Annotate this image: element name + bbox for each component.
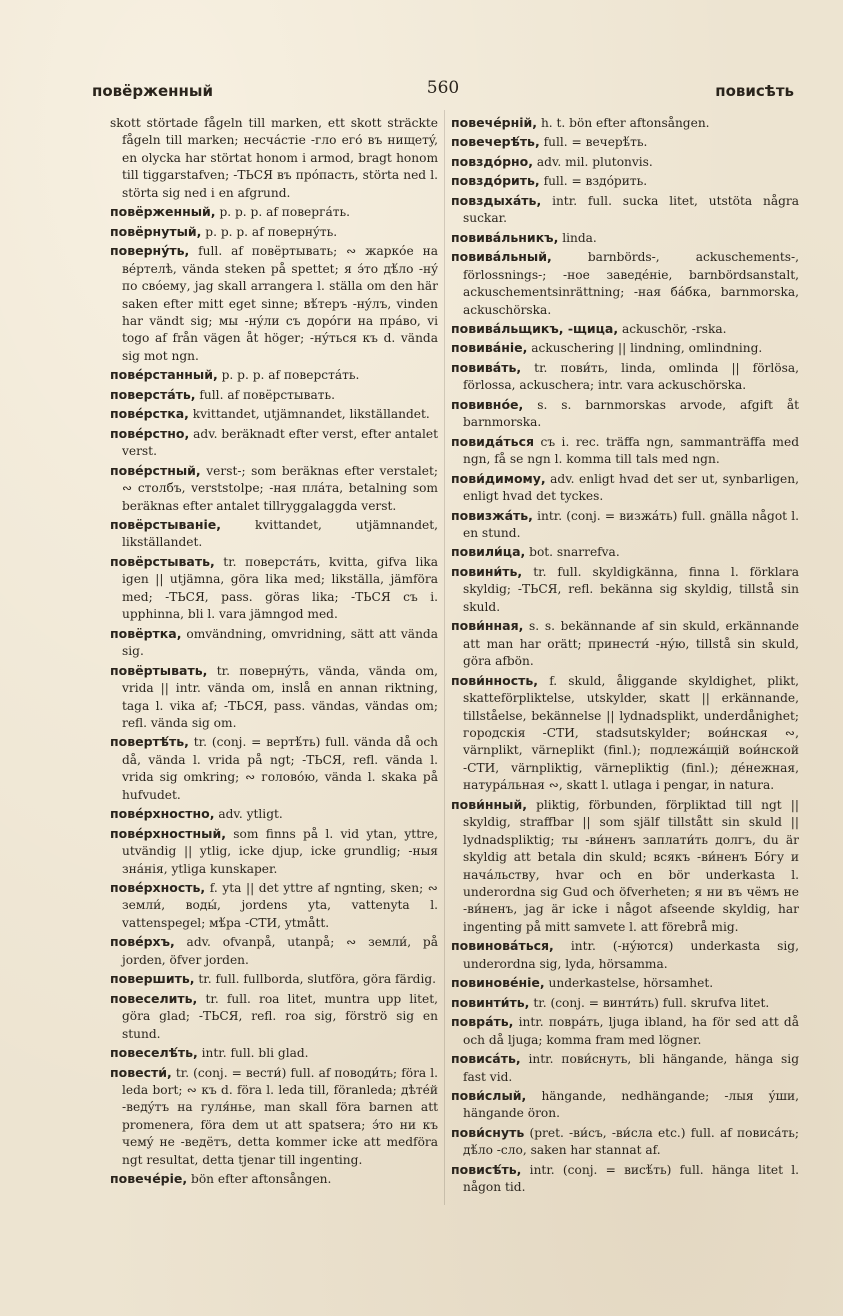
entry-definition: h. t. bön efter aftonsången. [540,116,710,130]
dictionary-entry [110,114,438,202]
dictionary-entry [110,1064,438,1170]
dictionary-entry [110,1044,438,1062]
entry-definition: tr. full. roa litet, muntra upp litet, göra glad; -ТЬСЯ, refl. roa sig, förströ sig en stund. [122,991,439,1041]
entry-headword: повéрхностный, [110,825,226,841]
dictionary-entry [451,320,799,338]
dictionary-entry [110,933,438,969]
dictionary-entry [110,625,438,661]
dictionary-entry [110,462,438,515]
entry-headword: поврáть, [451,1014,514,1030]
entry-headword: повéрстный, [110,462,201,478]
dictionary-entry [110,366,438,384]
entry-headword: пови́нный, [451,796,527,812]
entry-headword: пови́нность, [451,672,539,688]
entry-definition: intr. поврáть, ljuga ibland, ha för sed att då och då ljuga; komma fram med lögner. [463,1015,800,1047]
dictionary-entry [451,433,799,469]
entry-headword: повздóрить, [451,173,540,189]
column-divider [444,110,445,1205]
dictionary-entry [451,1161,799,1197]
dictionary-entry [110,1170,438,1188]
dictionary-entry [110,805,438,823]
entry-definition: tr. full. fullborda, slutföra, göra färdig. [198,972,437,987]
entry-definition: full. = вечерѣ́ть. [543,135,648,150]
dictionary-entry [451,396,799,432]
entry-definition: ackuschör, -rska. [621,321,727,336]
entry-headword: повéрстно, [110,425,190,441]
entry-headword: повивáльникъ, [451,229,559,245]
entry-definition: p. p. p. af повергáть. [219,205,350,220]
dictionary-entry [110,825,438,878]
dictionary-entry [451,974,799,992]
dictionary-entry [451,796,799,937]
dictionary-entry [110,990,438,1043]
entry-definition: omvändning, omvridning, sätt att vända sig. [122,626,438,659]
right-column [451,114,799,1198]
right-running-headword: повисѣть [715,82,794,100]
entry-headword: повили́ца, [451,544,526,560]
entry-definition: s. s. bekännande af sin skuld, erkännande att man har orätt; принести́ -нýю, tillstå sin skuld, göra afbön. [463,619,800,669]
dictionary-entry [451,470,799,506]
page-number: 560 [426,78,460,98]
dictionary-entry [451,1087,799,1123]
entry-headword: повисѣ́ть, [451,1161,522,1177]
entry-headword: повздóрно, [451,153,534,169]
entry-headword: поверстáть, [110,386,196,402]
entry-definition: tr. пови́ть, linda, omlinda || förlösa, förlossa, ackuschera; intr. vara ackuschörska. [463,360,799,393]
dictionary-entry [451,229,799,247]
dictionary-entry [451,672,799,795]
entry-definition: underkastelse, hörsamhet. [548,976,714,991]
entry-definition: barnbörds-, ackuschements-, förlossnings-; -ное заведéніе, barnbördsanstalt, ackuschementsinrättning; -ная бáбка, barnmorska, ackuschörska. [463,250,799,317]
dictionary-entry [110,553,438,624]
entry-definition: pliktig, förbunden, förpliktad till ngt || skyldig, straffbar || som själf tillstått sin skuld || lydnadspliktig; ты -ви́ненъ заплати́ть долгъ, du är skyldig att betala din skuld; всякъ -ви́ненъ Бóгу и начáльству, hvar och en bör underkasta l. underordna sig Gud och öfverheten; я ни въ чёмъ не -ви́ненъ, jag är icke i något afseende skyldig, har ingenting på mitt samvete l. att förebrå mig. [463,797,800,934]
entry-headword: повёрженный, [110,204,216,220]
entry-definition: p. p. p. af повернýть. [205,224,338,239]
entry-definition: full. = вздóрить. [543,174,648,189]
dictionary-entry [110,405,438,423]
entry-headword: повести́, [110,1064,172,1080]
entry-headword: повечéріе, [110,1171,188,1187]
entry-definition: (pret. -ви́съ, -ви́сла etc.) full. af повисáть; дѣ́ло -сло, saken har stannat af. [463,1125,800,1158]
entry-headword: повивáльщикъ, -щица, [451,320,619,336]
entry-definition: tr. поверстáть, kvitta, gifva lika igen || utjämna, göra lika med; likställa, jämföra med; -ТЬСЯ, pass. göras lika; -ТЬСЯ съ i. upphinna, bli l. vara jämngod med. [122,554,438,622]
dictionary-entry [451,994,799,1012]
entry-headword: повини́ть, [451,563,523,579]
entry-definition: tr. (conj. = вести́) full. af поводи́ть; föra l. leda bort; ∾ къ d. föra l. leda till, föranleda; дѣтéй -ведýтъ на гуля́нье, man skall föra barnen att promenera, föra dem ut att spatsera; э́то ни къ чемý не -ведётъ, detta kommer icke att medföra ngt resultat, detta tjenar till ingenting. [122,1065,438,1167]
dictionary-entry [451,1013,799,1049]
entry-definition: kvittandet, utjämnandet, likställandet. [192,407,430,422]
dictionary-entry [451,153,799,171]
page-header [92,78,794,102]
entry-definition: adv. ytligt. [218,807,283,822]
entry-definition: som finns på l. vid ytan, yttre, utvändig || ytlig, icke djup, icke grundlig; -ныя знáнія, ytliga kunskaper. [122,826,439,876]
entry-headword: повивáть, [451,359,522,375]
entry-definition: verst-; som beräknas efter verstalet; ∾ столбъ, verststolpe; -ная плáта, betalning som beräknas efter antalet tillryggalaggda verst. [122,463,439,513]
dictionary-entry [110,733,438,804]
entry-definition: intr. пови́снуть, bli hängande, hänga sig fast vid. [463,1052,800,1084]
left-column [110,114,438,1190]
entry-definition: f. yta || det yttre af ngnting, sken; ∾ земли́, воды́, jordens yta, vattenyta l. vattenspegel; мѣ́ра -СТИ, ytmått. [122,881,439,930]
entry-headword: повертѣ́ть, [110,734,189,750]
dictionary-entry [451,1050,799,1086]
entry-definition: hängande, nedhängande; -лыя ýши, hängande öron. [463,1089,799,1121]
entry-headword: повиновáться, [451,938,554,954]
entry-definition: intr. (conj. = висѣ́ть) full. hänga litet l. någon tid. [463,1162,800,1195]
entry-headword: повёрстывать, [110,553,215,569]
dictionary-entry [110,516,438,552]
entry-headword: повéрстка, [110,406,189,422]
entry-headword: повиновéніе, [451,975,545,991]
dictionary-entry [451,248,799,319]
dictionary-entry [451,133,799,151]
entry-definition: intr. full. bli glad. [201,1046,309,1061]
entry-definition: bön efter aftonsången. [191,1172,332,1187]
entry-definition: съ i. rec. träffa ngn, sammanträffa med ngn, få se ngn l. komma till tals med ngn. [463,434,800,467]
entry-headword: повёрстываніе, [110,516,222,532]
entry-headword: повечерѣ́ть, [451,134,540,150]
entry-headword: повернýть, [110,243,190,259]
entry-headword: повéрхъ, [110,934,175,950]
left-running-headword: повёрженный [92,82,213,100]
entry-definition: full. af повёрстывать. [199,387,335,402]
entry-headword: повёртка, [110,625,182,641]
dictionary-entry [451,1124,799,1160]
dictionary-entry [451,617,799,670]
dictionary-entry [451,172,799,190]
entry-headword: повёрнутый, [110,223,202,239]
entry-headword: повершить, [110,971,195,987]
entry-definition: adv. enligt hvad det ser ut, synbarligen, enligt hvad det tyckes. [463,471,799,504]
entry-headword: повеселить, [110,990,198,1006]
dictionary-entry [110,879,438,932]
dictionary-entry [451,114,799,132]
entry-definition: ackuschering || lindning, omlindning. [531,341,763,356]
dictionary-entry [451,543,799,561]
entry-definition: s. s. barnmorskas arvode, afgift åt barnmorska. [463,397,799,430]
entry-headword: пови́димому, [451,470,546,486]
entry-definition: intr. (conj. = визжáть) full. gnälla något l. en stund. [463,508,799,540]
entry-headword: повивáльный, [451,249,552,265]
entry-headword: повисáть, [451,1051,521,1067]
entry-headword: пови́снуть [451,1124,525,1140]
entry-headword: повéрхностно, [110,806,215,822]
dictionary-entry [110,425,438,461]
entry-definition: adv. mil. plutonvis. [536,154,653,169]
entry-definition: f. skuld, åliggande skyldighet, plikt, skatteförpliktelse, utskylder, skatt || erkännande, tillståelse, bekännelse || lydnadsplikt, underdånighet; городскія -СТИ, stadsutskylder; вои́нская ∾, värnplikt, värneplikt (finl.); подлежáщій вои́нской -СТИ, värnpliktig, värnepliktig (finl.); дéнежная, натурáльная ∾, skatt l. utlaga i pengar, in natura. [463,673,799,793]
entry-definition: kvittandet, utjämnandet, likställandet. [122,517,439,550]
entry-headword: повечéрній, [451,115,538,130]
entry-definition: p. p. p. af поверстáть. [221,368,360,383]
entry-headword: повивнóе, [451,396,524,412]
dictionary-entry [110,223,438,241]
entry-definition: skott störtade fågeln till marken, ett skott sträckte fågeln till marken; несчáстіе -гло егó въ нищетý, en olycka har störtat honom i armod, bragt honom till tiggarstafven; -ТЬСЯ въ прóпасть, störta ned l. störta sig ned i en afgrund. [110,116,438,200]
entry-headword: повздыхáть, [451,192,542,208]
entry-definition: tr. (conj. = винти́ть) full. skrufva litet. [533,995,770,1010]
entry-headword: повёртывать, [110,662,208,678]
entry-headword: повидáться [451,433,535,449]
dictionary-entry [451,507,799,543]
dictionary-entry [451,937,799,973]
dictionary-entry [451,192,799,228]
entry-definition: tr. full. skyldigkänna, finna l. förklara skyldig; -ТЬСЯ, refl. bekänna sig skyldig, tillstå sin skuld. [463,564,799,614]
entry-definition: adv. ofvanpå, utanpå; ∾ земли́, på jorden, öfver jorden. [122,935,438,967]
dictionary-entry [110,386,438,404]
dictionary-entry [451,339,799,357]
entry-headword: повивáніе, [451,340,528,356]
dictionary-entry [110,242,438,365]
entry-headword: повеселѣ́ть, [110,1045,198,1061]
entry-definition: bot. snarrefva. [529,545,620,560]
dictionary-entry [110,970,438,988]
entry-definition: full. af повёртывать; ∾ жаркóе на вéртелѣ, vända steken på spettet; я э́то дѣ́ло -нý по свóему, jag skall arrangera l. ställa om den här saken efter mitt eget sinne; вѣ́теръ -нýлъ, vinden har vändt sig; мы -нýли съ дорóги на прáво, vi togo af från vägen åt höger; -нýться къ d. vända sig mot ngn. [122,244,438,363]
entry-headword: повéрхность, [110,880,206,896]
dictionary-entry [451,359,799,395]
dictionary-entry [110,662,438,733]
entry-definition: adv. beräknadt efter verst, efter antalet verst. [122,426,438,459]
dictionary-entry [110,203,438,221]
entry-headword: повинти́ть, [451,994,530,1010]
entry-headword: пови́слый, [451,1088,527,1104]
entry-definition: intr. (-нýются) underkasta sig, underordna sig, lyda, hörsamma. [463,939,799,971]
entry-definition: linda. [562,230,597,245]
entry-headword: повизжáть, [451,507,533,523]
entry-definition: tr. повернýть, vända, vända om, vrida || intr. vända om, inslå en annan riktning, taga l. vika af; -ТЬСЯ, pass. vändas, vändas om; refl. vända sig om. [122,663,438,730]
entry-definition: intr. full. sucka litet, utstöta några suckar. [463,193,800,226]
dictionary-entry [451,563,799,616]
entry-definition: tr. (conj. = вертѣ́ть) full. vända då och då, vända l. vrida på ngt; -ТЬСЯ, refl. vända l. vrida sig omkring; ∾ головóю, vända l. skaka på hufvudet. [122,735,438,802]
entry-headword: пови́нная, [451,618,524,634]
entry-headword: повéрстанный, [110,367,218,383]
